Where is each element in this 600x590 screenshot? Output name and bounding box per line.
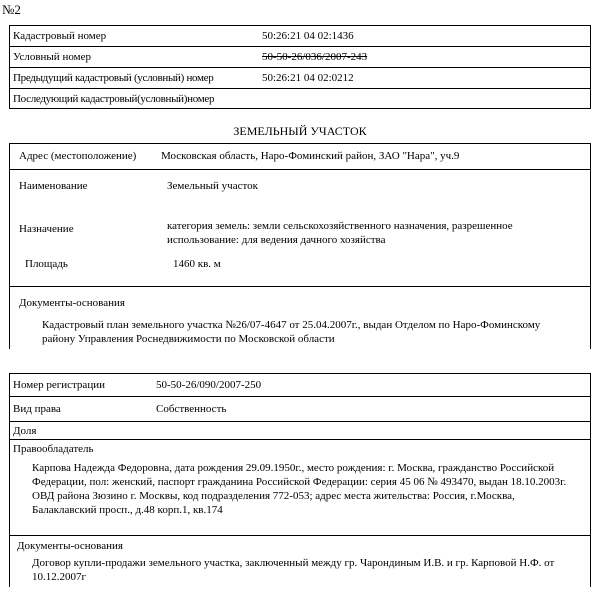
divider <box>10 535 590 536</box>
conditional-number-label: Условный номер <box>13 51 91 63</box>
divider <box>10 169 590 170</box>
address-value: Московская область, Наро-Фоминский район, ЗАО "Нара", уч.9 <box>161 150 460 162</box>
cadastral-table <box>9 25 591 109</box>
document-number: №2 <box>2 2 21 17</box>
next-number-label: Последующий кадастровый(условный)номер <box>13 93 215 105</box>
land-docs-value: Кадастровый план земельного участка №26/07-4647 от 25.04.2007г., выдан Отделом по Наро-Фоминскому району Управления Роснедвижимости по Московской области <box>42 319 541 345</box>
area-label: Площадь <box>25 258 68 270</box>
land-heading: ЗЕМЕЛЬНЫЙ УЧАСТОК <box>233 124 367 138</box>
registration-docs-label: Документы-основания <box>17 540 123 552</box>
right-type-label: Вид права <box>13 403 61 415</box>
land-table <box>9 143 591 349</box>
previous-number-value: 50:26:21 04 02:0212 <box>262 72 354 84</box>
divider <box>10 88 590 89</box>
area-value: 1460 кв. м <box>173 258 221 270</box>
purpose-value: категория земель: земли сельскохозяйственного назначения, разрешенное использование: для ведения дачного хозяйства <box>167 220 513 246</box>
owner-value: Карпова Надежда Федоровна, дата рождения 29.09.1950г., место рождения: г. Москва, гражданство Российской Федерации, пол: женский, паспорт гражданина Российской Федерации: серия 45 06 № 493470, выдан 18.10.2003г. ОВД района Зюзино г. Москвы, код подразделения 772-053; адрес места жительства: Россия, г.Москва, Балаклавский просп., д.48 корп.1, кв.174 <box>32 462 567 516</box>
divider <box>10 439 590 440</box>
conditional-number-value: 50-50-26/036/2007-243 <box>262 51 368 63</box>
owner-label: Правообладатель <box>13 443 94 455</box>
divider <box>10 286 590 287</box>
cadastral-number-label: Кадастровый номер <box>13 30 107 42</box>
registration-docs-value: Договор купли-продажи земельного участка, заключенный между гр. Чарондиным И.В. и гр. Карповой Н.Ф. от 10.12.2007г <box>32 557 555 583</box>
cadastral-number-value: 50:26:21 04 02:1436 <box>262 30 354 42</box>
registration-number-value: 50-50-26/090/2007-250 <box>156 379 262 391</box>
land-docs-label: Документы-основания <box>19 297 125 309</box>
share-label: Доля <box>13 425 37 437</box>
right-type-value: Собственность <box>156 403 227 415</box>
registration-number-label: Номер регистрации <box>13 379 105 391</box>
divider <box>10 67 590 68</box>
purpose-label: Назначение <box>19 223 74 235</box>
divider <box>10 421 590 422</box>
name-value: Земельный участок <box>167 180 258 192</box>
name-label: Наименование <box>19 180 88 192</box>
divider <box>10 46 590 47</box>
registration-table <box>9 373 591 587</box>
divider <box>10 396 590 397</box>
previous-number-label: Предыдущий кадастровый (условный) номер <box>13 72 214 84</box>
address-label: Адрес (местоположение) <box>19 150 137 162</box>
